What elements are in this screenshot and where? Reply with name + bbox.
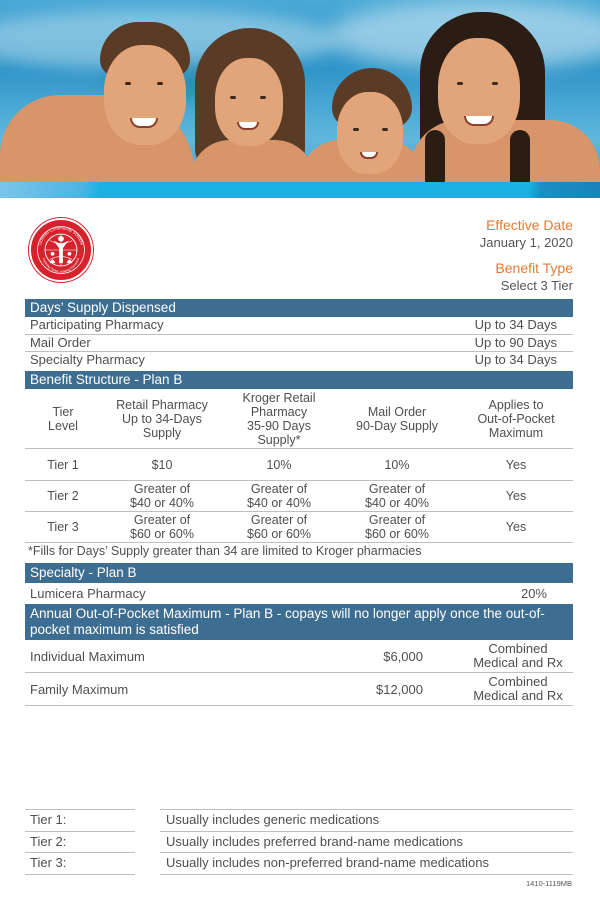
person-mother <box>410 0 600 198</box>
retail-cost: Greater of $40 or 40% <box>130 482 194 510</box>
col-header-applies-oop: Applies to Out-of-Pocket Maximum <box>477 397 555 440</box>
oop-amount: $12,000 <box>376 681 423 697</box>
oop-label: Individual Maximum <box>30 648 145 664</box>
col-header-kroger: Kroger Retail Pharmacy 35-90 Days Supply* <box>242 390 316 447</box>
oop-note: Combined Medical and Rx <box>473 641 563 670</box>
person-father <box>0 0 200 198</box>
table-row <box>25 512 573 543</box>
section-header: Days’ Supply Dispensed <box>25 299 573 317</box>
tier-level: Tier 1 <box>47 457 79 472</box>
table-row <box>25 583 573 604</box>
benefit-structure-section <box>25 371 573 559</box>
applies-oop: Yes <box>505 520 527 534</box>
plan-meta <box>480 216 573 294</box>
table-row <box>25 481 573 512</box>
col-header-mail-order: Mail Order 90-Day Supply <box>356 404 438 433</box>
pharmacy-type: Specialty Pharmacy <box>30 352 145 367</box>
benefit-type-value: Select 3 Tier <box>500 278 573 293</box>
legend-tier: Tier 3: <box>25 852 135 874</box>
section-header: Benefit Structure - Plan B <box>25 371 573 389</box>
effective-date-label: Effective Date <box>486 217 573 233</box>
section-header: Specialty - Plan B <box>25 563 573 583</box>
legend-bottom-rule <box>25 874 573 875</box>
retail-cost: $10 <box>151 457 173 472</box>
legend-description: Usually includes generic medications <box>160 809 573 831</box>
pharmacy-type: Mail Order <box>30 334 91 350</box>
legend-tier: Tier 2: <box>25 831 135 853</box>
table-row <box>25 335 573 353</box>
mail-order-cost: 10% <box>384 457 410 472</box>
days-supply-section <box>25 299 573 369</box>
days-limit: Up to 34 Days <box>474 352 557 367</box>
mail-order-cost: Greater of $40 or 40% <box>365 482 429 510</box>
decorative-blue-band <box>0 182 600 198</box>
retail-cost: Greater of $60 or 60% <box>130 513 194 541</box>
applies-oop: Yes <box>505 457 527 472</box>
applies-oop: Yes <box>505 489 527 503</box>
tier-legend <box>25 809 573 875</box>
svg-text:Goshen Community Schools: Goshen Community Schools <box>37 225 85 246</box>
logo-emblem-icon <box>31 220 91 280</box>
tier-level: Tier 2 <box>47 489 79 503</box>
table-header-row <box>25 389 573 449</box>
document-code: 1410-1119MB <box>525 879 572 888</box>
table-row <box>25 640 573 673</box>
oop-note: Combined Medical and Rx <box>473 674 563 703</box>
legend-description: Usually includes non-preferred brand-name medications <box>160 852 573 874</box>
out-of-pocket-section <box>25 604 573 706</box>
oop-amount: $6,000 <box>383 648 423 664</box>
kroger-cost: 10% <box>266 457 292 472</box>
days-limit: Up to 90 Days <box>474 334 557 350</box>
specialty-section <box>25 563 573 604</box>
benefit-type-label: Benefit Type <box>495 260 573 276</box>
days-limit: Up to 34 Days <box>474 317 557 332</box>
days-supply-table <box>25 317 573 369</box>
legend-row <box>25 852 573 874</box>
specialty-coinsurance: 20% <box>520 586 547 601</box>
table-row <box>25 673 573 706</box>
person-son <box>300 0 425 198</box>
kroger-footnote: *Fills for Days’ Supply greater than 34 are limited to Kroger pharmacies <box>28 544 422 558</box>
mail-order-cost: Greater of $60 or 60% <box>365 513 429 541</box>
legend-row <box>25 831 573 853</box>
oop-label: Family Maximum <box>30 681 129 697</box>
specialty-pharmacy-name: Lumicera Pharmacy <box>30 586 146 601</box>
col-header-retail: Retail Pharmacy Up to 34-Days Supply <box>116 397 208 440</box>
legend-row <box>25 809 573 831</box>
table-row <box>25 317 573 335</box>
kroger-cost: Greater of $40 or 40% <box>247 482 311 510</box>
svg-text:Learning Today, Leading Tomorr: Learning Today, Leading Tomorrow <box>41 257 81 274</box>
table-row <box>25 352 573 369</box>
legend-description: Usually includes preferred brand-name medications <box>160 831 573 853</box>
school-district-logo <box>29 218 93 282</box>
col-header-tier-level: Tier Level <box>48 404 78 433</box>
kroger-cost: Greater of $60 or 60% <box>247 513 311 541</box>
section-header: Annual Out-of-Pocket Maximum - Plan B - copays will no longer apply once the out-of-pocket maximum is satisfied <box>25 604 573 640</box>
pharmacy-type: Participating Pharmacy <box>30 317 164 332</box>
legend-tier: Tier 1: <box>25 809 135 831</box>
effective-date-value: January 1, 2020 <box>479 235 573 250</box>
table-row <box>25 449 573 481</box>
hero-family-photo <box>0 0 600 198</box>
tier-level: Tier 3 <box>47 520 79 534</box>
